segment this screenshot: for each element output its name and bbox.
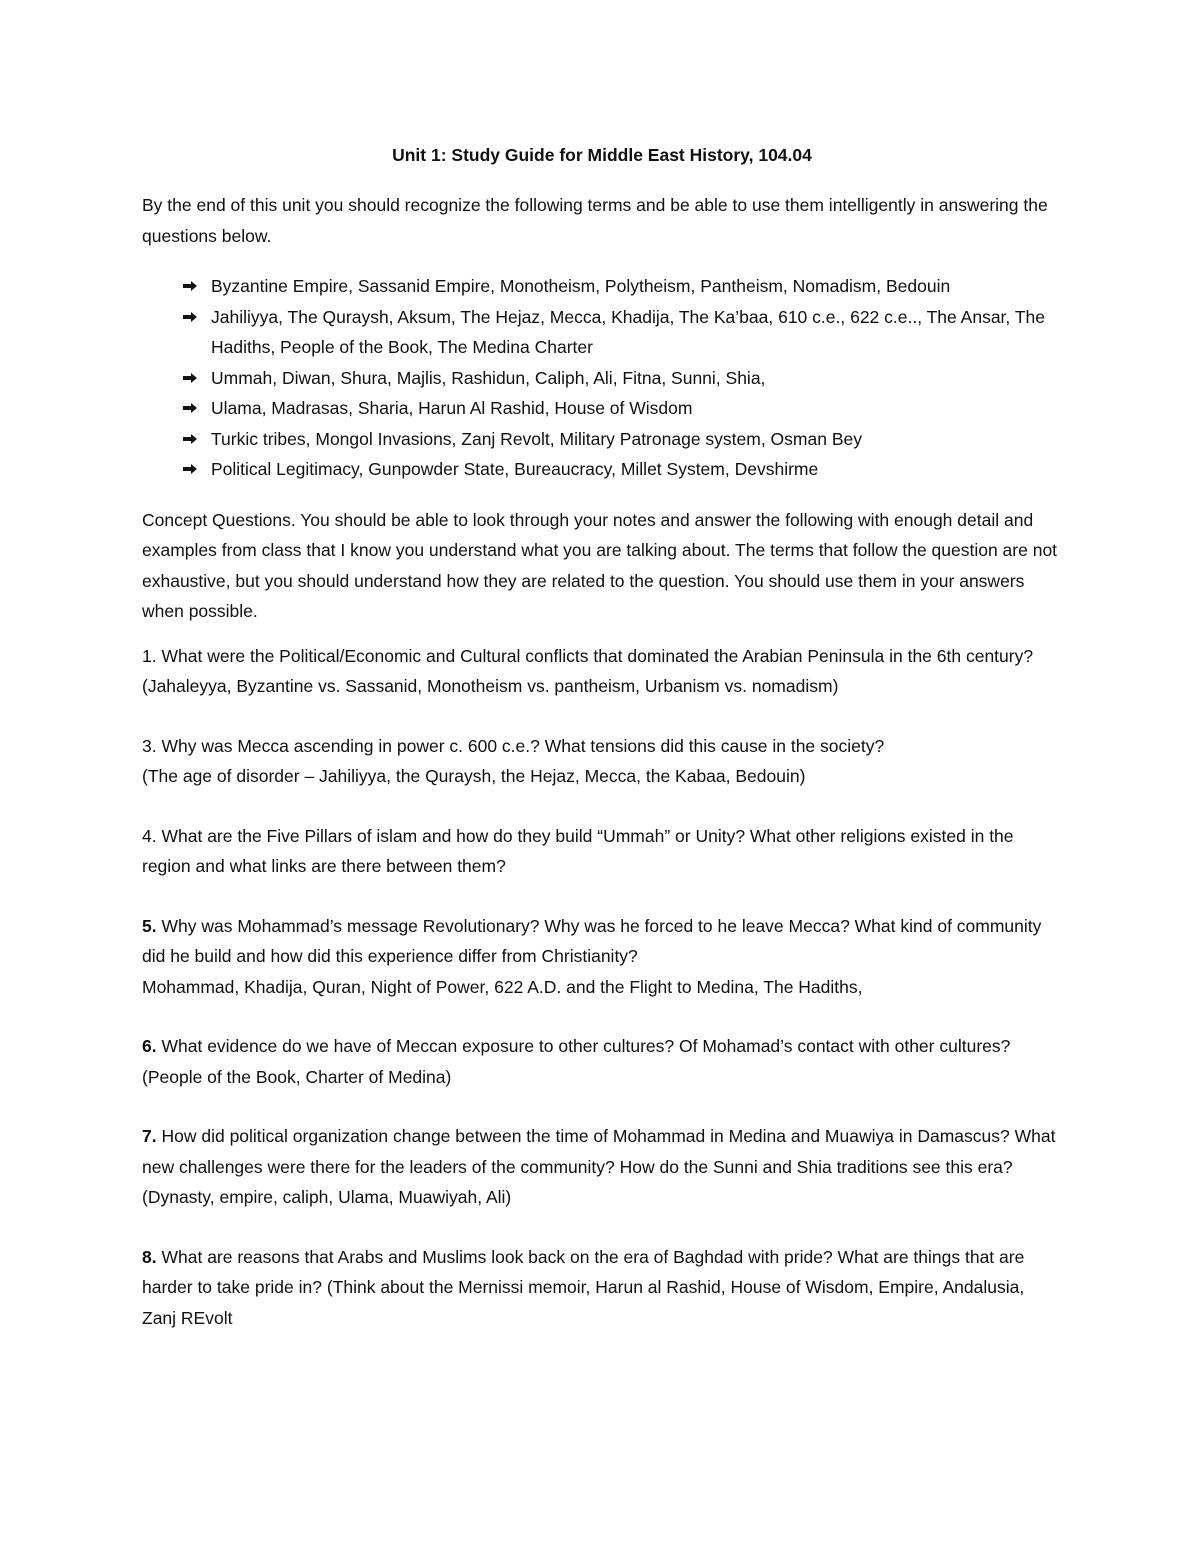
concept-questions-intro: Concept Questions. You should be able to look through your notes and answer the following with enough detail and examples from class that I know you understand what you are talking about. The terms that follow the question are not exhaustive, but you should understand how they are related to the question. You should use them in your answers when possible. — [142, 509, 1058, 621]
hand-pointing-icon — [180, 393, 200, 423]
term-text: Byzantine Empire, Sassanid Empire, Monotheism, Polytheism, Pantheism, Nomadism, Bedouin — [211, 276, 951, 296]
question-terms: (The age of disorder – Jahiliyya, the Quraysh, the Hejaz, Mecca, the Kabaa, Bedouin) — [142, 766, 806, 786]
question-item — [142, 731, 1062, 792]
term-item — [142, 302, 1062, 363]
question-item — [142, 1242, 1062, 1334]
question-terms: Mohammad, Khadija, Quran, Night of Power, 622 A.D. and the Flight to Medina, The Hadiths, — [142, 976, 863, 997]
question-item — [142, 1121, 1062, 1213]
question-number: 3. — [142, 735, 157, 756]
question-number: 5. — [142, 915, 157, 936]
term-text: Turkic tribes, Mongol Invasions, Zanj Revolt, Military Patronage system, Osman Bey — [211, 428, 862, 449]
question-text: How did political organization change between the time of Mohammad in Medina and Muawiya in Damascus? What new challenges were there for the leaders of the community? How do the Sunni and Shia traditions see this era? (Dynasty, empire, caliph, Ulama, Muawiyah, Ali) — [142, 1126, 1056, 1207]
question-item — [142, 821, 1062, 882]
question-item — [142, 1031, 1062, 1092]
term-item — [142, 424, 1062, 455]
question-text: Why was Mohammad’s message Revolutionary? Why was he forced to he leave Mecca? What kind of community did he build and how did this experience differ from Christianity? — [142, 915, 1042, 966]
term-item — [142, 454, 1062, 485]
term-list — [142, 271, 1062, 485]
question-item — [142, 641, 1062, 702]
document-page — [142, 140, 1062, 1362]
question-text: What are reasons that Arabs and Muslims look back on the era of Baghdad with pride? What are things that are harder to take pride in? (Think about the Mernissi memoir, Harun al Rashid, House of Wisdom, Empire, Andalusia, Zanj REvolt — [142, 1246, 1025, 1328]
intro-paragraph: By the end of this unit you should recognize the following terms and be able to use them intelligently in answering the questions below. — [142, 195, 1048, 246]
question-number: 4. — [142, 825, 157, 846]
question-number: 6. — [142, 1036, 157, 1056]
hand-pointing-icon — [180, 363, 200, 393]
hand-pointing-icon — [180, 454, 200, 484]
term-text: Political Legitimacy, Gunpowder State, Bureaucracy, Millet System, Devshirme — [211, 459, 819, 479]
question-text: What evidence do we have of Meccan exposure to other cultures? Of Mohamad’s contact with other cultures? (People of the Book, Charter of Medina) — [142, 1036, 1011, 1087]
question-text: What are the Five Pillars of islam and how do they build “Ummah” or Unity? What other religions existed in the region and what links are there between them? — [142, 825, 1014, 876]
hand-pointing-icon — [180, 271, 200, 301]
term-text: Ulama, Madrasas, Sharia, Harun Al Rashid, House of Wisdom — [211, 398, 693, 418]
term-text: Jahiliyya, The Quraysh, Aksum, The Hejaz, Mecca, Khadija, The Ka’baa, 610 c.e., 622 c.e.., The Ansar, The Hadiths, People of the Book, The Medina Charter — [211, 306, 1045, 357]
question-number: 8. — [142, 1246, 157, 1267]
question-item — [142, 911, 1062, 1003]
term-item — [142, 393, 1062, 424]
question-number: 7. — [142, 1126, 157, 1146]
question-text: Why was Mecca ascending in power c. 600 c.e.? What tensions did this cause in the society? — [161, 735, 885, 756]
term-item — [142, 271, 1062, 302]
hand-pointing-icon — [180, 302, 200, 332]
question-number: 1. — [142, 645, 157, 666]
term-text: Ummah, Diwan, Shura, Majlis, Rashidun, Caliph, Ali, Fitna, Sunni, Shia, — [211, 367, 766, 388]
term-item — [142, 363, 1062, 394]
question-text: What were the Political/Economic and Cultural conflicts that dominated the Arabian Peninsula in the 6th century? (Jahaleyya, Byzantine vs. Sassanid, Monotheism vs. pantheism, Urbanism vs. nomadism) — [142, 645, 1034, 696]
hand-pointing-icon — [180, 424, 200, 454]
document-title: Unit 1: Study Guide for Middle East History, 104.04 — [392, 145, 812, 165]
